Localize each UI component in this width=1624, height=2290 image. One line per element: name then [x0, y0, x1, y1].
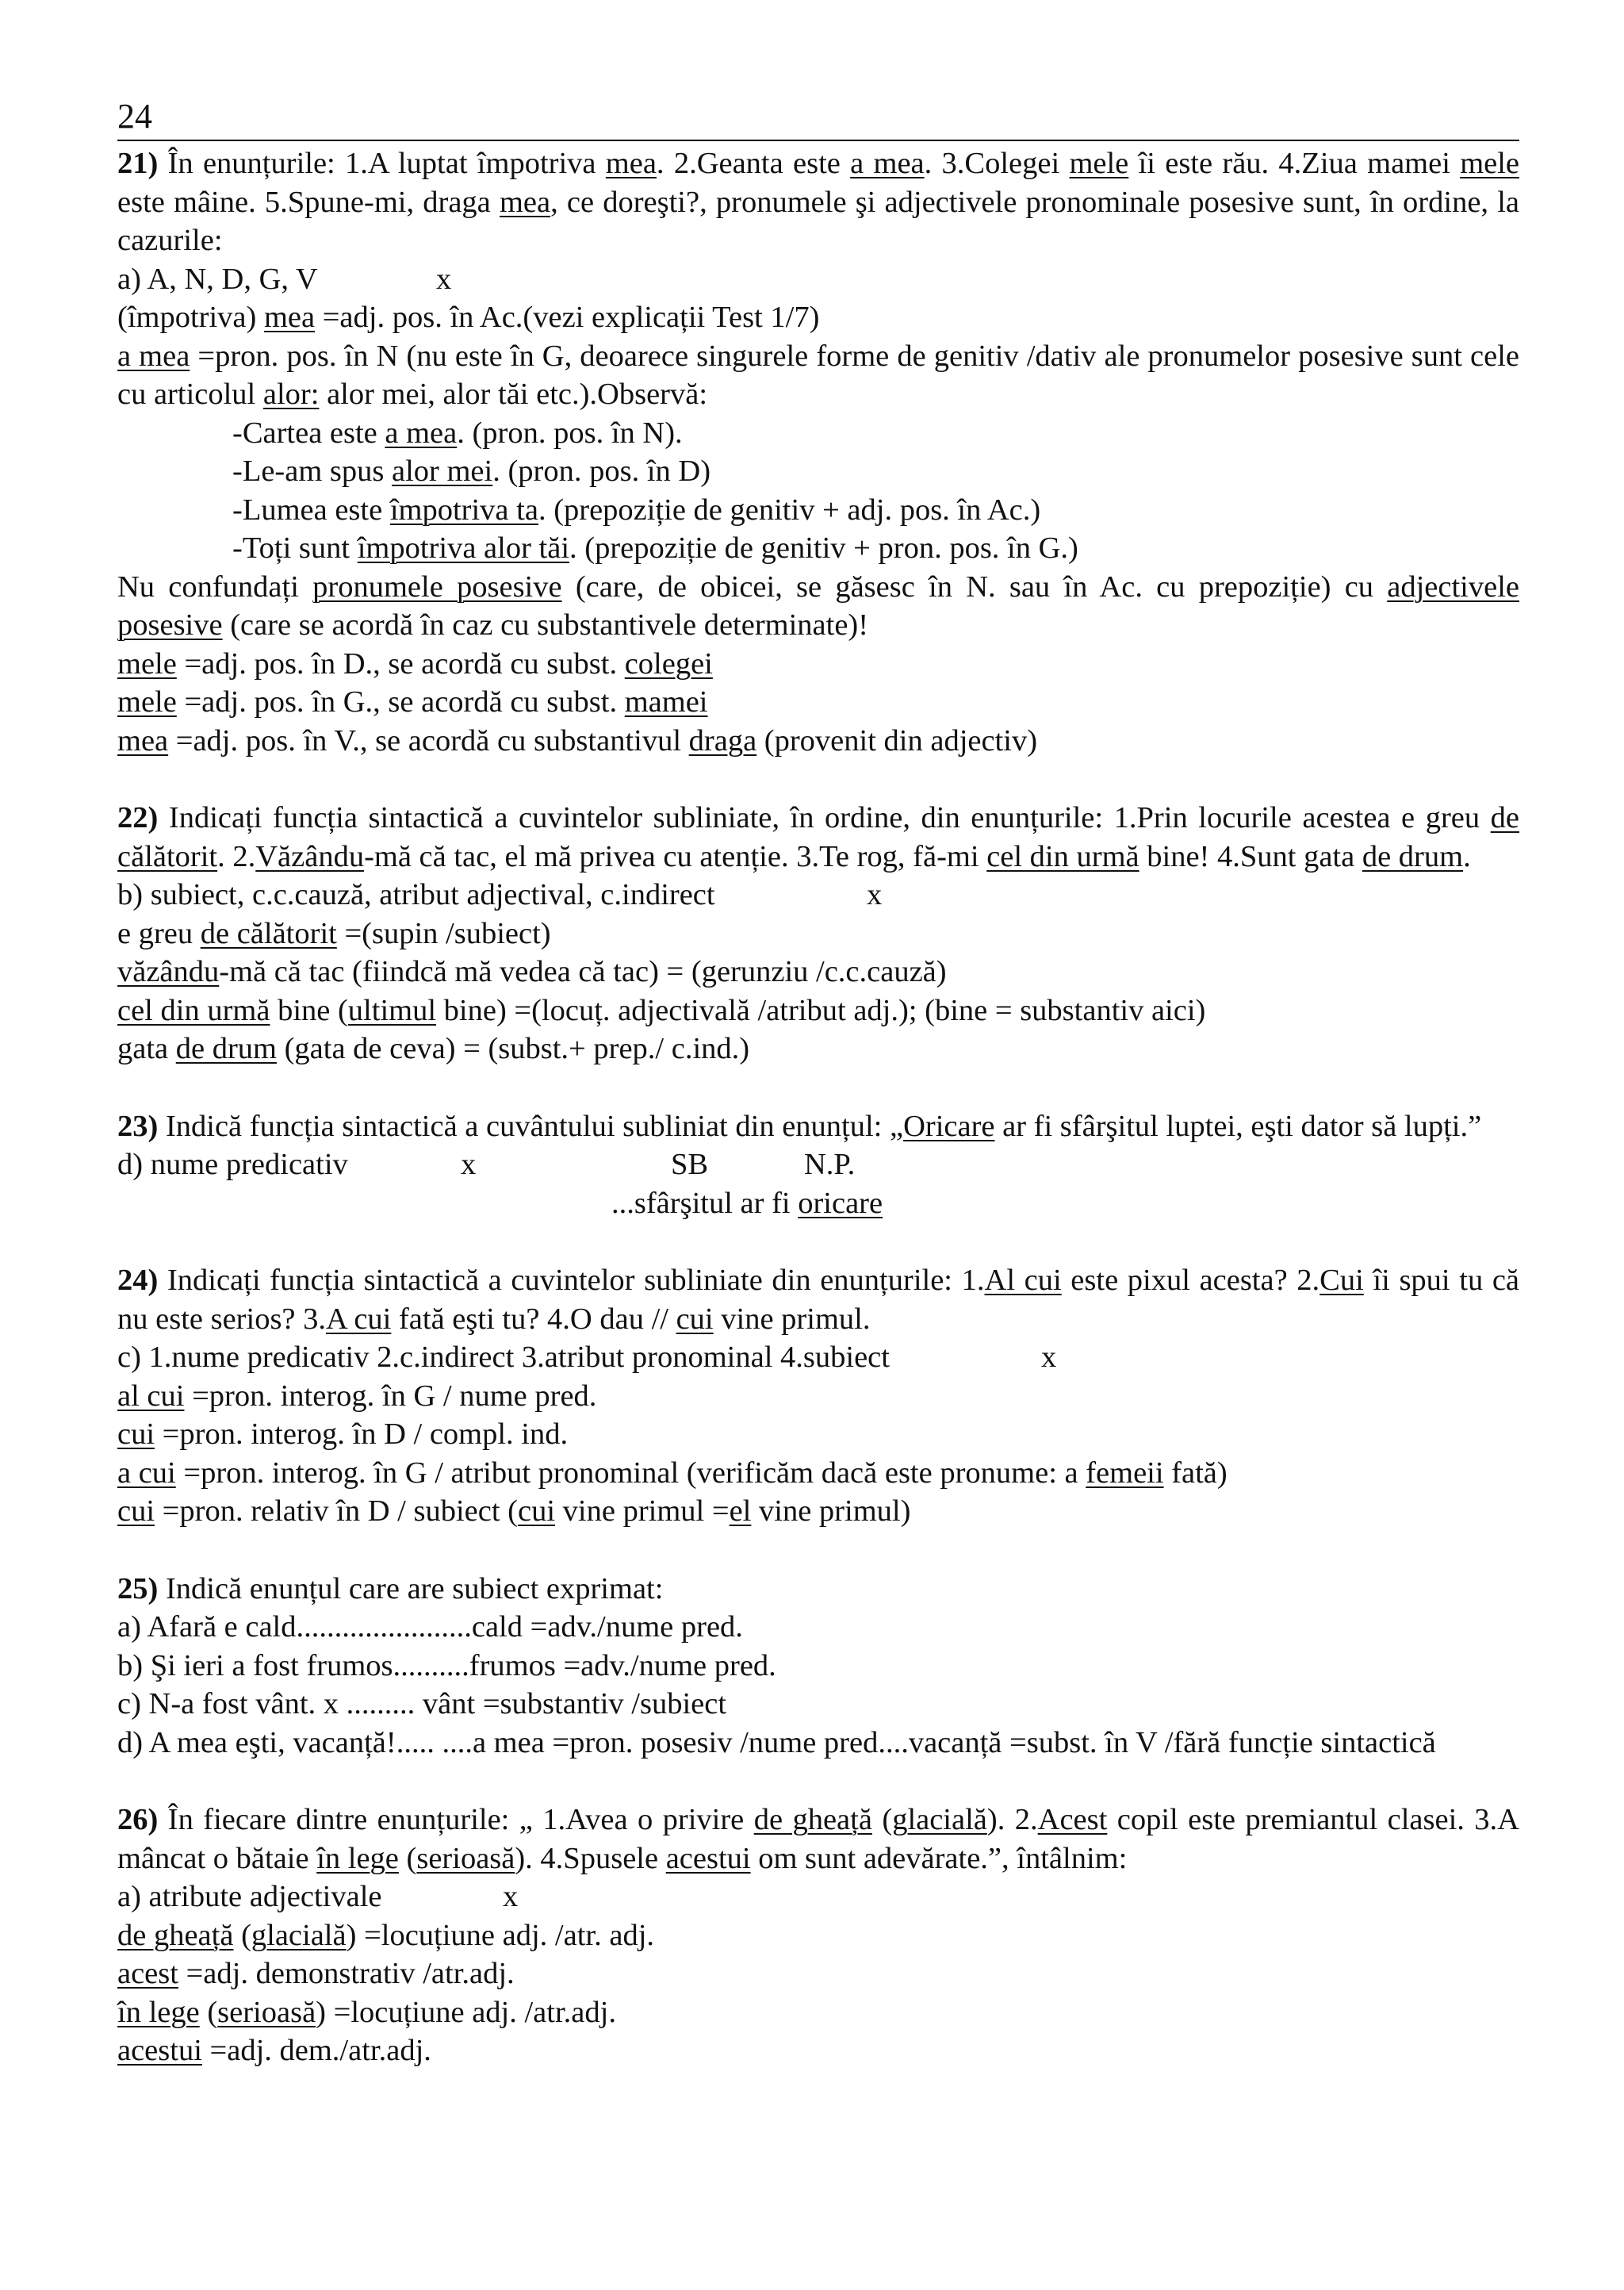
question-22-prompt: 22) Indicați funcția sintactică a cuvintelor subliniate, în ordine, din enunțurile: 1.Prin locurile acestea e greu de călătorit. 2.Văzându-mă că tac, el mă privea cu atenție. 3.Te rog, fă-mi cel din urmă bine! 4.Sunt gata de drum. — [117, 801, 1519, 873]
explanation-line: ...sfârşitul ar fi oricare — [611, 1186, 883, 1220]
explanation-line: cui =pron. relativ în D / subiect (cui vine primul =el vine primul) — [117, 1494, 911, 1528]
answer-mark: x — [867, 878, 883, 911]
question-21-prompt: 21) În enunțurile: 1.A luptat împotriva mea. 2.Geanta este a mea. 3.Colegei mele îi este rău. 4.Ziua mamei mele este mâine. 5.Spune-mi, draga mea, ce doreşti?, pronumele şi adjectivele pronominale posesive sunt, în ordine, la cazurile: — [117, 147, 1520, 257]
question-26-prompt: 26) În fiecare dintre enunțurile: „ 1.Avea o privire de gheață (glacială). 2.Acest copil este premiantul clasei. 3.A mâncat o bătaie în lege (serioasă). 4.Spusele acestui om sunt adevărate.”, întâlnim: — [117, 1803, 1519, 1875]
explanation-line: a mea =pron. pos. în N (nu este în G, deoarece singurele forme de genitiv /dativ ale pronumelor posesive sunt cele cu articolul alor: alor mei, alor tăi etc.).Observă: — [117, 339, 1520, 411]
observation-line: -Le-am spus alor mei. (pron. pos. în D) — [232, 455, 711, 488]
predicative-label: N.P. — [804, 1148, 856, 1181]
explanation-line: mele =adj. pos. în G., se acordă cu subst. mamei — [117, 685, 708, 719]
question-25-prompt: 25) Indică enunțul care are subiect exprimat: — [117, 1571, 664, 1605]
question-24-prompt: 24) Indicați funcția sintactică a cuvintelor subliniate din enunțurile: 1.Al cui este pixul acesta? 2.Cui îi spui tu că nu este serios? 3.A cui fată eşti tu? 4.O dau // cui vine primul. — [117, 1264, 1519, 1336]
explanation-line: cui =pron. interog. în D / compl. ind. — [117, 1417, 569, 1451]
question-24 — [117, 1261, 1519, 1531]
answer-text: a) A, N, D, G, V — [117, 262, 318, 296]
explanation-line: acestui =adj. dem./atr.adj. — [117, 2034, 431, 2067]
question-26-answer — [117, 1878, 1519, 1916]
explanation-line: văzându-mă că tac (fiindcă mă vedea că tac) = (gerunziu /c.c.cauză) — [117, 955, 947, 988]
observation-line: -Lumea este împotriva ta. (prepoziție de genitiv + adj. pos. în Ac.) — [232, 493, 1041, 527]
answer-text: c) 1.nume predicativ 2.c.indirect 3.atribut pronominal 4.subiect — [117, 1341, 890, 1374]
answer-text: d) nume predicativ — [117, 1148, 348, 1181]
explanation-line: al cui =pron. interog. în G / nume pred. — [117, 1379, 597, 1413]
answer-mark: x — [461, 1148, 477, 1181]
header-rule — [117, 140, 1519, 141]
explanation-line: a cui =pron. interog. în G / atribut pronominal (verificăm dacă este pronume: a femeii fată) — [117, 1456, 1228, 1490]
question-26 — [117, 1801, 1519, 2070]
explanation-line: e greu de călătorit =(supin /subiect) — [117, 916, 551, 950]
explanation-line: mea =adj. pos. în V., se acordă cu substantivul draga (provenit din adjectiv) — [117, 723, 1038, 758]
explanation-line: mele =adj. pos. în D., se acordă cu subst. colegei — [117, 646, 713, 681]
answer-mark: x — [436, 262, 452, 296]
explanation-line: în lege (serioasă) =locuțiune adj. /atr.adj. — [117, 1995, 616, 2029]
explanation-line: acest =adj. demonstrativ /atr.adj. — [117, 1957, 515, 1990]
document-page — [117, 94, 1519, 2070]
page-number: 24 — [117, 97, 152, 136]
observation-line: -Toți sunt împotriva alor tăi. (prepoziție de genitiv + pron. pos. în G.) — [232, 531, 1078, 565]
answer-text: a) atribute adjectivale — [117, 1880, 382, 1913]
explanation-line: de gheață (glacială) =locuțiune adj. /atr. adj. — [117, 1918, 655, 1952]
option-b: b) Şi ieri a fost frumos..........frumos =adv./nume pred. — [117, 1648, 776, 1682]
explanation-line: cel din urmă bine (ultimul bine) =(locuț. adjectivală /atribut adj.); (bine = substantiv aici) — [117, 993, 1206, 1027]
question-21 — [117, 144, 1519, 760]
subject-label: SB — [671, 1148, 709, 1181]
question-22-answer — [117, 876, 1519, 915]
question-23 — [117, 1107, 1519, 1223]
option-a: a) Afară e cald.......................cald =adv./nume pred. — [117, 1610, 743, 1644]
answer-mark: x — [503, 1880, 519, 1913]
question-25 — [117, 1570, 1519, 1763]
note-paragraph: Nu confundați pronumele posesive (care, de obicei, se găsesc în N. sau în Ac. cu prepoziție) cu adjectivele posesive (care se acordă în caz cu substantivele determinate)! — [117, 570, 1519, 642]
question-21-answer — [117, 260, 1519, 299]
answer-text: b) subiect, c.c.cauză, atribut adjectival, c.indirect — [117, 878, 715, 911]
observation-line: -Cartea este a mea. (pron. pos. în N). — [232, 416, 683, 450]
answer-mark: x — [1041, 1341, 1057, 1374]
question-23-answer — [117, 1145, 1519, 1184]
option-d: d) A mea eşti, vacanță!..... ....a mea =pron. posesiv /nume pred....vacanță =subst. în V /fără funcție sintactică — [117, 1725, 1436, 1759]
question-23-prompt: 23) Indică funcția sintactică a cuvântului subliniat din enunțul: „Oricare ar fi sfârşitul luptei, eşti dator să lupți.” — [117, 1109, 1482, 1143]
question-22 — [117, 799, 1519, 1068]
explanation-line: (împotriva) mea =adj. pos. în Ac.(vezi explicații Test 1/7) — [117, 301, 820, 334]
option-c: c) N-a fost vânt. x ......... vânt =substantiv /subiect — [117, 1687, 727, 1720]
explanation-line: gata de drum (gata de ceva) = (subst.+ prep./ c.ind.) — [117, 1032, 750, 1065]
question-24-answer — [117, 1338, 1519, 1377]
